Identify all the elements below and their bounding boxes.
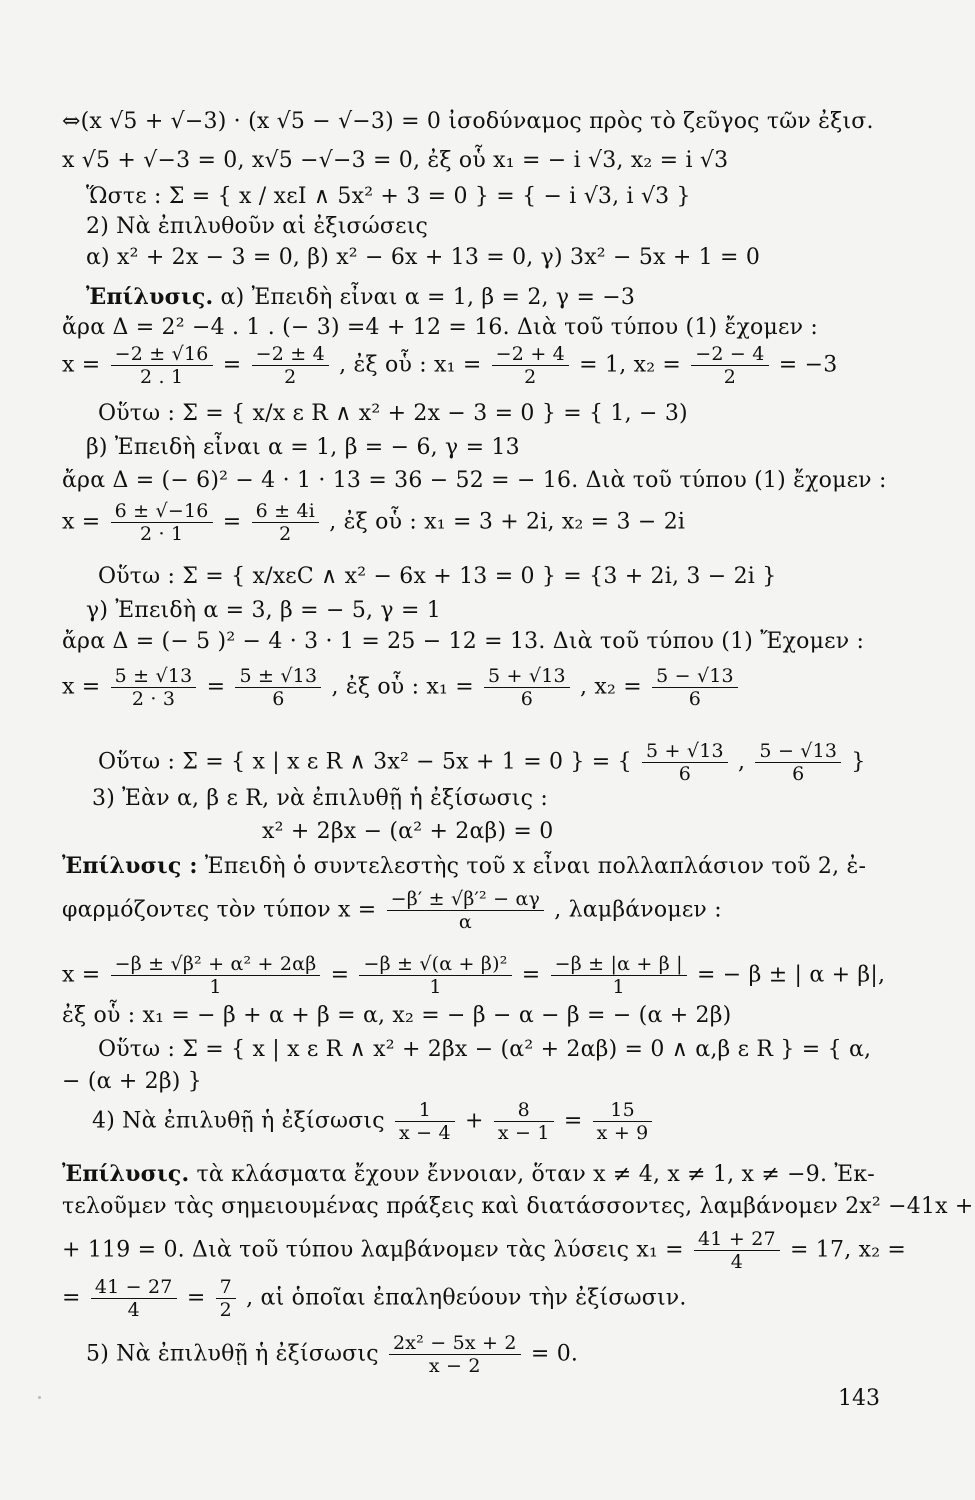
numerator: 41 + 27 xyxy=(694,1228,780,1251)
numerator: −2 ± 4 xyxy=(252,343,329,366)
solution-label: Ἐπίλυσις. xyxy=(86,284,214,310)
formula-line xyxy=(92,1099,655,1144)
solution-label: Ἐπίλυσις. xyxy=(62,1161,190,1187)
numerator: 8 xyxy=(494,1099,554,1122)
text-run: , xyxy=(738,749,746,775)
formula-line xyxy=(62,1276,687,1321)
denominator: 2 . 1 xyxy=(139,366,184,388)
numerator: 5 ± √13 xyxy=(235,665,321,688)
text-line: ⇔(x √5 + √−3) · (x √5 − √−3) = 0 ἰσοδύναμος πρὸς τὸ ζεῦγος τῶν ἐξισ. xyxy=(62,109,874,134)
fraction xyxy=(484,665,570,710)
denominator: 6 xyxy=(688,688,702,710)
text-run: , x₂ = xyxy=(580,674,642,700)
text-run: , ἐξ οὗ : x₁ = 3 + 2i, x₂ = 3 − 2i xyxy=(329,509,686,535)
exercise-heading: 2) Νὰ ἐπιλυθοῦν αἱ ἐξισώσεις xyxy=(86,214,429,239)
text-line: ἄρα Δ = (− 5 )² − 4 · 3 · 1 = 25 − 12 = 13. Διὰ τοῦ τύπου (1) Ἔχομεν : xyxy=(62,629,865,654)
text-run: , ἐξ οὗ : x₁ = xyxy=(331,674,474,700)
fraction xyxy=(395,1099,455,1144)
denominator: 4 xyxy=(730,1251,744,1273)
numerator: 5 + √13 xyxy=(484,665,570,688)
fraction xyxy=(755,740,841,785)
denominator: 1 xyxy=(429,976,442,998)
fraction xyxy=(252,343,329,388)
numerator: −β ± |α + β | xyxy=(551,953,687,976)
denominator: 2 xyxy=(524,366,537,388)
exercise-heading: 4) Νὰ ἐπιλυθῇ ἡ ἐξίσωσις xyxy=(92,1108,385,1134)
text-run: = 17, x₂ = xyxy=(789,1237,907,1263)
fraction xyxy=(551,953,687,998)
text-line: α) x² + 2x − 3 = 0, β) x² − 6x + 13 = 0, γ) 3x² − 5x + 1 = 0 xyxy=(86,245,761,270)
text-run: = xyxy=(222,352,242,378)
formula-line xyxy=(62,953,885,998)
text-line: β) Ἐπειδὴ εἶναι α = 1, β = − 6, γ = 13 xyxy=(86,435,520,460)
fraction xyxy=(359,953,511,998)
numerator: −β ± √β² + α² + 2αβ xyxy=(111,953,321,976)
text-run: + xyxy=(464,1108,484,1134)
text-run: , λαμβάνομεν : xyxy=(554,897,722,923)
formula-line xyxy=(62,343,837,388)
numerator: 7 xyxy=(216,1276,236,1299)
denominator: 6 xyxy=(272,688,285,710)
numerator: −2 + 4 xyxy=(492,343,569,366)
text-run: α) Ἐπειδὴ εἶναι α = 1, β = 2, γ = −3 xyxy=(213,285,636,310)
text-run: φαρμόζοντες τὸν τύπον x = xyxy=(62,897,377,923)
numerator: 6 ± √−16 xyxy=(111,500,213,523)
denominator: x − 2 xyxy=(428,1355,481,1377)
fraction xyxy=(494,1099,554,1144)
fraction xyxy=(593,1099,653,1144)
denominator: 1 xyxy=(209,976,222,998)
text-line: Οὕτω : Σ = { x/xεC ∧ x² − 6x + 13 = 0 } = {3 + 2i, 3 − 2i } xyxy=(98,564,777,589)
numerator: −2 ± √16 xyxy=(111,343,213,366)
text-run: = 0. xyxy=(530,1341,579,1367)
text-run: = xyxy=(186,1285,206,1311)
scan-speck xyxy=(38,1396,41,1399)
formula-line xyxy=(98,740,866,785)
text-line xyxy=(86,283,635,312)
text-line: Ὥστε : Σ = { x / xεI ∧ 5x² + 3 = 0 } = { − i √3, i √3 } xyxy=(86,184,691,209)
denominator: 4 xyxy=(127,1299,140,1321)
formula-line xyxy=(62,500,685,545)
numerator: 2x² − 5x + 2 xyxy=(389,1332,521,1355)
text-line: ἄρα Δ = (− 6)² − 4 · 1 · 13 = 36 − 52 = − 16. Διὰ τοῦ τύπου (1) ἔχομεν : xyxy=(62,468,887,493)
text-line: γ) Ἐπειδὴ α = 3, β = − 5, γ = 1 xyxy=(86,598,441,623)
text-run: τὰ κλάσματα ἔχουν ἔννοιαν, ὅταν x ≠ 4, x ≠ 1, x ≠ −9. Ἐκ- xyxy=(189,1162,875,1187)
numerator: 15 xyxy=(593,1099,653,1122)
page-number: 143 xyxy=(838,1386,880,1411)
denominator: 2 xyxy=(219,1299,232,1321)
fraction xyxy=(111,665,197,710)
denominator: 2 xyxy=(284,366,297,388)
text-run: = xyxy=(521,962,541,988)
solution-label: Ἐπίλυσις : xyxy=(62,853,198,879)
fraction xyxy=(691,343,768,388)
numerator: 5 − √13 xyxy=(652,665,738,688)
text-run: = − β ± | α + β|, xyxy=(696,962,886,988)
denominator: 2 · 1 xyxy=(139,523,184,545)
denominator: x − 4 xyxy=(398,1122,451,1144)
denominator: x + 9 xyxy=(596,1122,649,1144)
text-run: x = xyxy=(62,674,101,700)
numerator: 5 + √13 xyxy=(642,740,728,763)
text-run: = −3 xyxy=(778,352,838,378)
denominator: 6 xyxy=(678,763,692,785)
text-line: ἄρα Δ = 2² −4 . 1 . (− 3) =4 + 12 = 16. Διὰ τοῦ τύπου (1) ἔχομεν : xyxy=(62,315,818,340)
denominator: 2 xyxy=(279,523,292,545)
text-run: x = xyxy=(62,509,101,535)
text-line: Οὕτω : Σ = { x/x ε R ∧ x² + 2x − 3 = 0 } = { 1, − 3) xyxy=(98,401,688,426)
text-line: x² + 2βx − (α² + 2αβ) = 0 xyxy=(262,819,554,844)
text-run: , αἱ ὁποῖαι ἐπαληθεύουν τὴν ἐξίσωσιν. xyxy=(246,1285,687,1311)
denominator: 6 xyxy=(520,688,534,710)
numerator: −2 − 4 xyxy=(691,343,768,366)
text-line: ἐξ οὗ : x₁ = − β + α + β = α, x₂ = − β − α − β = − (α + 2β) xyxy=(62,1003,732,1028)
fraction xyxy=(216,1276,236,1321)
text-run: x = xyxy=(62,352,101,378)
text-run: x = xyxy=(62,962,101,988)
fraction xyxy=(492,343,569,388)
fraction xyxy=(111,500,213,545)
fraction xyxy=(694,1228,780,1273)
exercise-heading: 5) Νὰ ἐπιλυθῇ ἡ ἐξίσωσις xyxy=(86,1341,379,1367)
fraction xyxy=(111,343,213,388)
denominator: x − 1 xyxy=(497,1122,550,1144)
denominator: α xyxy=(458,911,472,933)
exercise-heading: 3) Ἐὰν α, β ε R, νὰ ἐπιλυθῇ ἡ ἐξίσωσις : xyxy=(92,786,548,811)
text-run: Ἐπειδὴ ὁ συντελεστὴς τοῦ x εἶναι πολλαπλάσιον τοῦ 2, ἐ- xyxy=(197,854,867,879)
formula-line xyxy=(62,888,722,933)
fraction xyxy=(111,953,321,998)
numerator: 5 ± √13 xyxy=(111,665,197,688)
denominator: 1 xyxy=(612,976,625,998)
fraction xyxy=(387,888,544,933)
numerator: 5 − √13 xyxy=(755,740,841,763)
text-run: } xyxy=(851,749,866,775)
denominator: 6 xyxy=(792,763,805,785)
text-run: Οὕτω : Σ = { x | x ε R ∧ 3x² − 5x + 1 = 0 } = { xyxy=(98,749,632,775)
text-line xyxy=(62,1160,875,1189)
numerator: −β ± √(α + β)² xyxy=(359,953,511,976)
fraction xyxy=(642,740,728,785)
denominator: 2 · 3 xyxy=(131,688,176,710)
text-run: + 119 = 0. Διὰ τοῦ τύπου λαμβάνομεν τὰς λύσεις x₁ = xyxy=(62,1237,684,1263)
fraction xyxy=(389,1332,521,1377)
fraction xyxy=(252,500,319,545)
text-line xyxy=(62,852,866,881)
fraction xyxy=(91,1276,177,1321)
text-run: = xyxy=(330,962,350,988)
formula-line xyxy=(86,1332,578,1377)
numerator: −β′ ± √β′² − αγ xyxy=(387,888,544,911)
fraction xyxy=(235,665,321,710)
text-run: = xyxy=(62,1285,81,1311)
text-line: − (α + 2β) } xyxy=(62,1069,202,1094)
text-run: = xyxy=(563,1108,583,1134)
numerator: 1 xyxy=(395,1099,455,1122)
text-run: , ἐξ οὗ : x₁ = xyxy=(339,352,482,378)
text-line: Οὕτω : Σ = { x | x ε R ∧ x² + 2βx − (α² + 2αβ) = 0 ∧ α,β ε R } = { α, xyxy=(98,1037,872,1062)
text-run: = xyxy=(206,674,226,700)
formula-line xyxy=(62,1228,906,1273)
text-run: = 1, x₂ = xyxy=(579,352,682,378)
numerator: 6 ± 4i xyxy=(252,500,319,523)
text-line: x √5 + √−3 = 0, x√5 −√−3 = 0, ἐξ οὗ x₁ = − i √3, x₂ = i √3 xyxy=(62,148,729,173)
fraction xyxy=(652,665,738,710)
formula-line xyxy=(62,665,741,710)
text-run: = xyxy=(222,509,242,535)
numerator: 41 − 27 xyxy=(91,1276,177,1299)
text-line: τελοῦμεν τὰς σημειουμένας πράξεις καὶ διατάσσοντες, λαμβάνομεν 2x² −41x + xyxy=(62,1194,974,1219)
denominator: 2 xyxy=(723,366,737,388)
